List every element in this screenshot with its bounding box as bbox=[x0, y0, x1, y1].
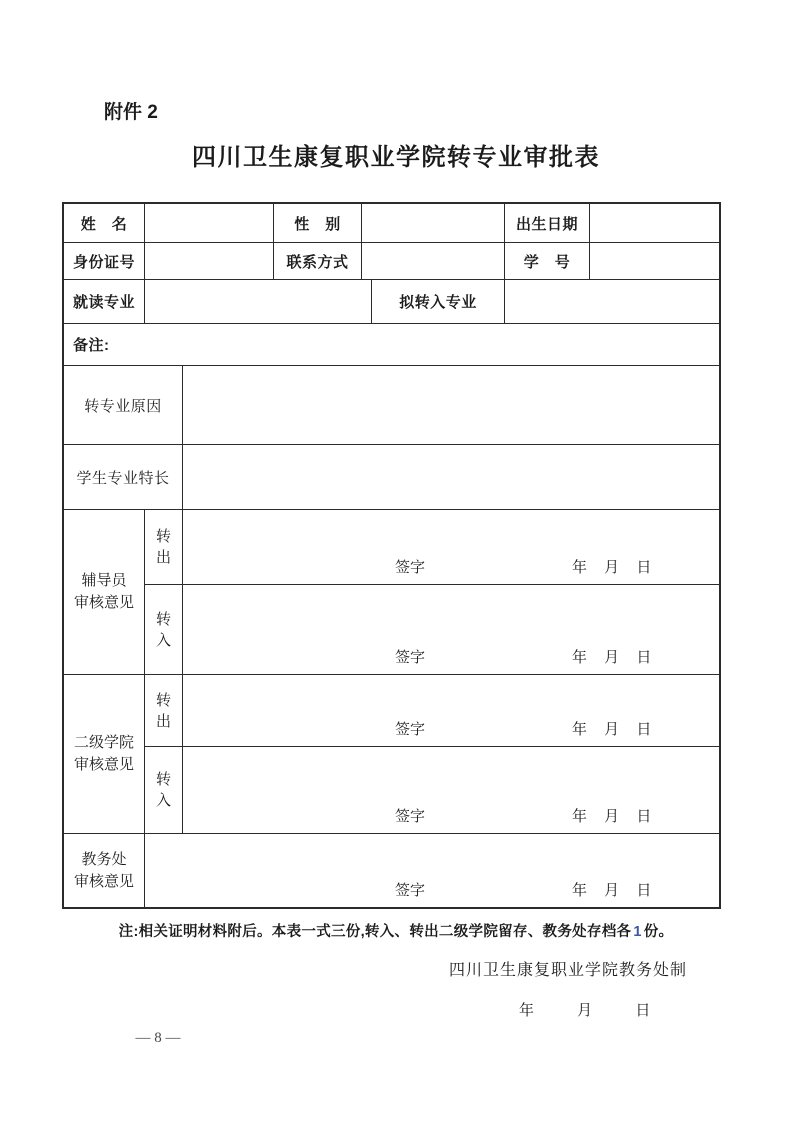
target-major-value-cell[interactable] bbox=[505, 280, 719, 323]
counselor-transfer-in-sign-cell[interactable] bbox=[183, 585, 719, 674]
birth-date-label: 出生日期 bbox=[505, 204, 589, 242]
id-number-label: 身份证号 bbox=[64, 243, 144, 279]
college-review-label-line2: 审核意见 bbox=[73, 756, 134, 773]
academic-office-review-label-line1: 教务处 bbox=[81, 850, 127, 868]
id-number-value-cell[interactable] bbox=[145, 243, 273, 279]
transfer-reason-label: 转专业原因 bbox=[64, 366, 182, 444]
page-title: 四川卫生康复职业学院转专业审批表 bbox=[192, 144, 600, 171]
sign-label: 签字 bbox=[395, 559, 426, 576]
current-major-value-cell[interactable] bbox=[145, 280, 371, 323]
student-specialty-label: 学生专业特长 bbox=[64, 445, 182, 509]
contact-value-cell[interactable] bbox=[362, 243, 504, 279]
remark-cell[interactable]: 备注: bbox=[64, 324, 719, 365]
college-transfer-out-label bbox=[145, 675, 182, 746]
counselor-review-label bbox=[64, 510, 144, 674]
sign-label: 签字 bbox=[395, 808, 426, 825]
date-label: 年 月 日 bbox=[572, 649, 652, 666]
date-label: 年 月 日 bbox=[572, 808, 652, 825]
attachment-label: 附件 2 bbox=[104, 102, 158, 123]
birth-date-value-cell[interactable] bbox=[590, 204, 719, 242]
name-label: 姓 名 bbox=[64, 204, 144, 242]
target-major-label: 拟转入专业 bbox=[372, 280, 504, 323]
date-label: 年 月 日 bbox=[572, 559, 652, 576]
counselor-transfer-out-label bbox=[145, 510, 182, 584]
college-review-label-line1: 二级学院 bbox=[73, 734, 134, 751]
transfer-out-vertical-label: 转出 bbox=[155, 528, 171, 566]
footnote-copy-count: 1 bbox=[633, 924, 642, 940]
counselor-transfer-out-sign-cell[interactable] bbox=[183, 510, 719, 584]
college-transfer-in-sign-cell[interactable] bbox=[183, 747, 719, 833]
counselor-transfer-in-label bbox=[145, 585, 182, 674]
student-no-label: 学 号 bbox=[505, 243, 589, 279]
contact-label: 联系方式 bbox=[274, 243, 361, 279]
counselor-review-label-line2: 审核意见 bbox=[73, 594, 134, 611]
transfer-in-vertical-label: 转入 bbox=[155, 771, 171, 809]
footnote bbox=[0, 920, 792, 941]
sign-label: 签字 bbox=[395, 721, 426, 738]
gender-label: 性 别 bbox=[274, 204, 361, 242]
academic-office-sign-cell[interactable] bbox=[145, 834, 719, 907]
footer-date-line: 年 月 日 bbox=[519, 1002, 651, 1019]
academic-office-review-label-line2: 审核意见 bbox=[73, 872, 134, 890]
footnote-suffix: 份。 bbox=[643, 924, 674, 940]
transfer-in-vertical-label: 转入 bbox=[155, 610, 171, 649]
student-no-value-cell[interactable] bbox=[590, 243, 719, 279]
current-major-label: 就读专业 bbox=[64, 280, 144, 323]
issuer-line: 四川卫生康复职业学院教务处制 bbox=[448, 962, 687, 979]
name-value-cell[interactable] bbox=[145, 204, 273, 242]
academic-office-review-label bbox=[64, 834, 144, 907]
sign-label: 签字 bbox=[395, 882, 426, 899]
college-transfer-in-label bbox=[145, 747, 182, 833]
date-label: 年 月 日 bbox=[572, 882, 652, 899]
gender-value-cell[interactable] bbox=[362, 204, 504, 242]
sign-label: 签字 bbox=[395, 649, 426, 666]
transfer-reason-value-cell[interactable] bbox=[183, 366, 719, 444]
student-specialty-value-cell[interactable] bbox=[183, 445, 719, 509]
page-number: — 8 — bbox=[135, 1030, 181, 1046]
college-transfer-out-sign-cell[interactable] bbox=[183, 675, 719, 746]
college-review-label bbox=[64, 675, 144, 833]
counselor-review-label-line1: 辅导员 bbox=[81, 572, 127, 589]
transfer-approval-table bbox=[62, 202, 721, 909]
transfer-out-vertical-label: 转出 bbox=[155, 691, 171, 730]
footnote-text: 注:相关证明材料附后。本表一式三份,转入、转出二级学院留存、教务处存档各 bbox=[118, 924, 632, 940]
date-label: 年 月 日 bbox=[572, 721, 652, 738]
